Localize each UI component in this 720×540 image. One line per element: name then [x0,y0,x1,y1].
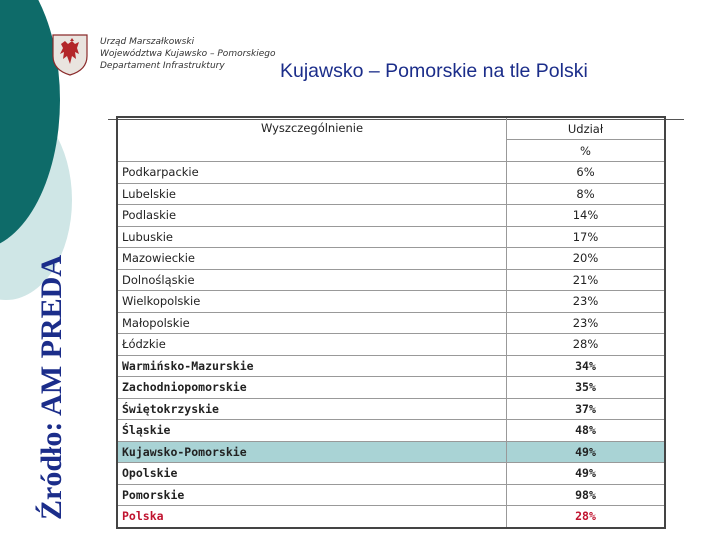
table-row [117,484,665,506]
region-name: Lubuskie [117,226,507,248]
region-name: Kujawsko-Pomorskie [117,441,507,463]
region-share: 28% [507,334,666,356]
region-share: 48% [507,420,666,442]
table-header-row [117,117,665,140]
region-share: 17% [507,226,666,248]
region-share: 8% [507,183,666,205]
org-line: Województwa Kujawsko – Pomorskiego [100,49,276,59]
coat-of-arms-icon [50,32,90,76]
region-share: 14% [507,205,666,227]
table-row [117,334,665,356]
table-row [117,248,665,270]
region-name: Opolskie [117,463,507,485]
table-row [117,205,665,227]
region-name: Pomorskie [117,484,507,506]
table-row-total [117,506,665,528]
regions-table [116,116,666,529]
region-name: Podkarpackie [117,162,507,184]
table-row [117,269,665,291]
region-name: Dolnośląskie [117,269,507,291]
table-row [117,312,665,334]
org-line: Departament Infrastruktury [100,61,225,71]
region-name: Zachodniopomorskie [117,377,507,399]
table-row [117,377,665,399]
region-name: Mazowieckie [117,248,507,270]
region-name: Wielkopolskie [117,291,507,313]
table-row [117,355,665,377]
region-name: Łódzkie [117,334,507,356]
region-name: Polska [117,506,507,528]
region-name: Śląskie [117,420,507,442]
region-name: Małopolskie [117,312,507,334]
region-name: Lubelskie [117,183,507,205]
table-row [117,162,665,184]
table-row [117,398,665,420]
region-name: Warmińsko-Mazurskie [117,355,507,377]
region-share: 37% [507,398,666,420]
column-header-region: Wyszczególnienie [117,117,507,162]
region-share: 23% [507,312,666,334]
region-share: 21% [507,269,666,291]
table-row [117,226,665,248]
table-row [117,420,665,442]
region-share: 49% [507,463,666,485]
region-share: 28% [507,506,666,528]
region-share: 98% [507,484,666,506]
region-share: 6% [507,162,666,184]
table-row [117,291,665,313]
source-label: Źródło: AM PREDA [35,255,68,520]
region-name: Podlaskie [117,205,507,227]
table-row-highlighted [117,441,665,463]
org-line: Urząd Marszałkowski [100,37,195,47]
region-share: 34% [507,355,666,377]
region-share: 20% [507,248,666,270]
region-share: 23% [507,291,666,313]
organization-header [100,36,275,72]
table-row [117,183,665,205]
region-share: 49% [507,441,666,463]
page-title: Kujawsko – Pomorskie na tle Polski [280,60,588,82]
region-name: Świętokrzyskie [117,398,507,420]
table-row [117,463,665,485]
column-header-share: Udział [507,117,666,140]
region-share: 35% [507,377,666,399]
column-header-unit: % [507,140,666,162]
